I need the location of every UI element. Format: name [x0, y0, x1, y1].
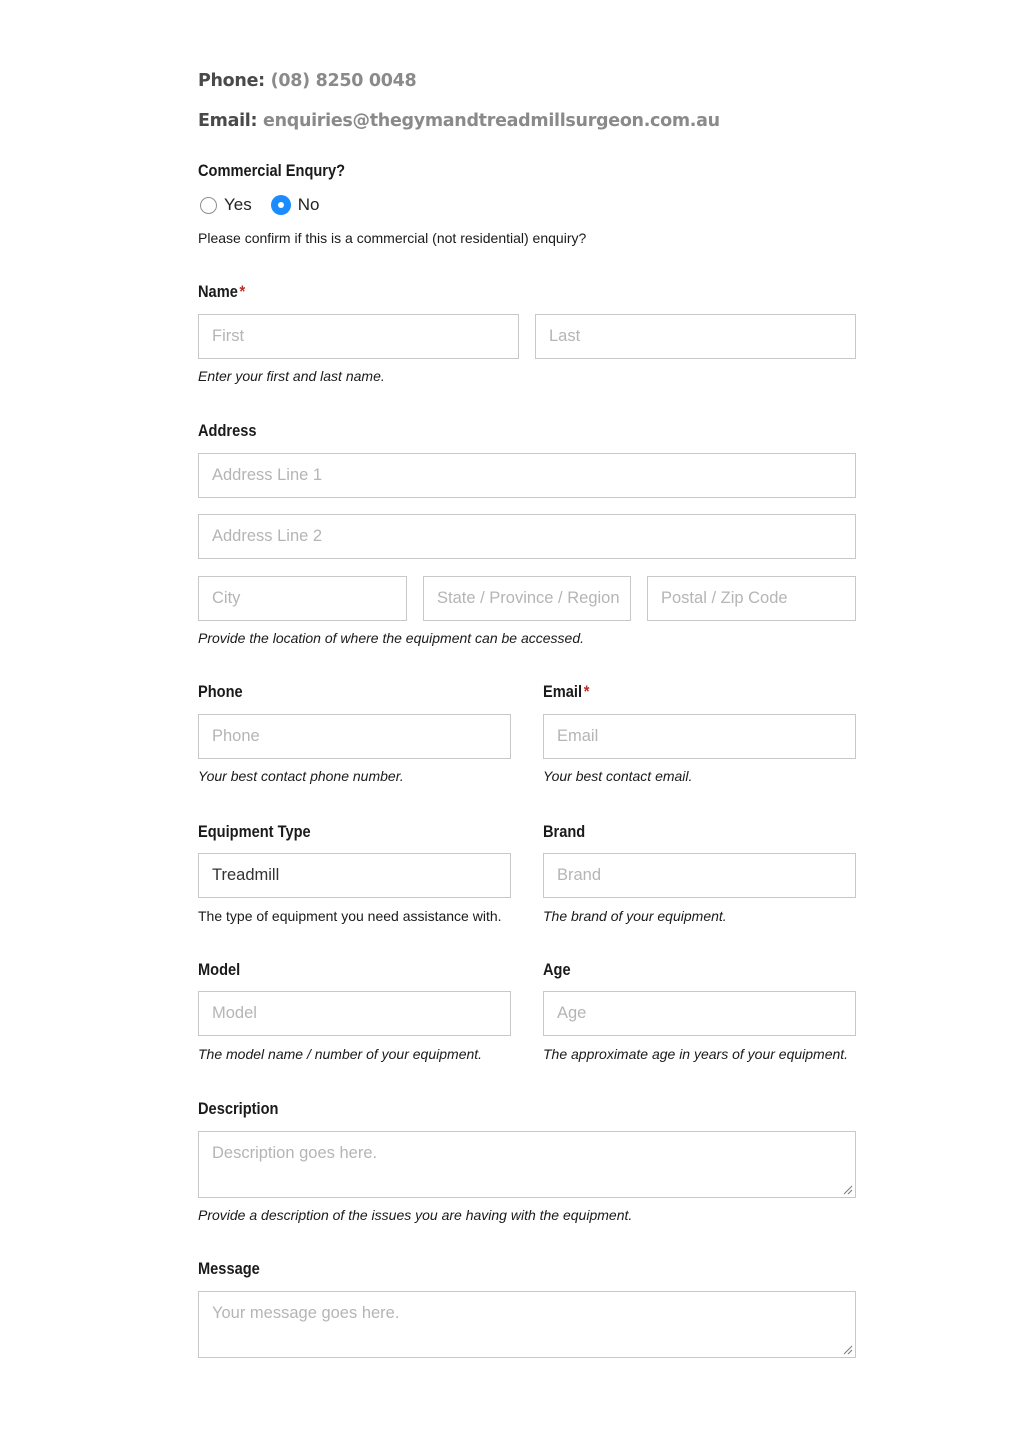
name-label-text: Name: [198, 282, 238, 301]
address-line1-placeholder: Address Line 1: [212, 466, 323, 484]
phone-help: Your best contact phone number.: [198, 768, 404, 784]
email-input[interactable]: [543, 714, 856, 759]
resize-handle-icon[interactable]: [843, 1345, 853, 1355]
age-label: Age: [543, 960, 571, 979]
commercial-option-no-label: No: [297, 195, 320, 214]
model-label: Model: [198, 960, 241, 979]
commercial-option-no[interactable]: [271, 195, 320, 215]
zip-input[interactable]: [647, 576, 856, 621]
required-mark: *: [583, 682, 590, 701]
age-help: The approximate age in years of your equipment.: [543, 1046, 849, 1062]
phone-placeholder: Phone: [212, 727, 260, 745]
brand-label: Brand: [543, 822, 586, 841]
equipment-type-value: Treadmill: [212, 866, 280, 884]
brand-input[interactable]: [543, 853, 856, 898]
message-placeholder: Your message goes here.: [212, 1304, 400, 1322]
first-name-input[interactable]: [198, 314, 519, 359]
required-mark: *: [239, 282, 246, 301]
address-help: Provide the location of where the equipment can be accessed.: [198, 630, 585, 646]
equipment-type-help: The type of equipment you need assistance with.: [198, 908, 502, 924]
model-help: The model name / number of your equipment.: [198, 1046, 483, 1062]
brand-help: The brand of your equipment.: [543, 908, 727, 924]
zip-placeholder: Postal / Zip Code: [661, 589, 788, 607]
last-name-placeholder: Last: [549, 327, 581, 345]
age-input[interactable]: [543, 991, 856, 1036]
city-input[interactable]: [198, 576, 407, 621]
radio-unchecked-icon[interactable]: [200, 197, 217, 214]
commercial-label: Commercial Enqury?: [198, 161, 346, 180]
equipment-type-label: Equipment Type: [198, 822, 311, 841]
description-textarea[interactable]: [198, 1131, 856, 1198]
contact-email-value[interactable]: enquiries@thegymandtreadmillsurgeon.com.au: [263, 111, 720, 131]
phone-input[interactable]: [198, 714, 511, 759]
description-help: Provide a description of the issues you are having with the equipment.: [198, 1207, 633, 1223]
model-input[interactable]: [198, 991, 511, 1036]
commercial-option-yes[interactable]: [200, 195, 252, 215]
state-input[interactable]: [423, 576, 631, 621]
city-placeholder: City: [212, 589, 241, 607]
name-label: [198, 282, 245, 302]
equipment-type-input[interactable]: [198, 853, 511, 898]
email-help: Your best contact email.: [543, 768, 693, 784]
contact-phone-label: Phone:: [198, 71, 265, 91]
address-label: Address: [198, 421, 257, 440]
resize-handle-icon[interactable]: [843, 1185, 853, 1195]
commercial-help: Please confirm if this is a commercial (not residential) enquiry?: [198, 230, 587, 246]
last-name-input[interactable]: [535, 314, 856, 359]
contact-phone: [198, 71, 416, 91]
name-help: Enter your first and last name.: [198, 368, 385, 384]
contact-email: [198, 111, 720, 131]
age-placeholder: Age: [557, 1004, 587, 1022]
email-placeholder: Email: [557, 727, 599, 745]
model-placeholder: Model: [212, 1004, 257, 1022]
address-line2-input[interactable]: [198, 514, 856, 559]
contact-phone-value[interactable]: (08) 8250 0048: [270, 71, 417, 91]
first-name-placeholder: First: [212, 327, 245, 345]
description-placeholder: Description goes here.: [212, 1144, 378, 1162]
commercial-radio-group: [200, 195, 338, 215]
contact-email-label: Email:: [198, 111, 258, 131]
brand-placeholder: Brand: [557, 866, 602, 884]
address-line2-placeholder: Address Line 2: [212, 527, 323, 545]
address-line1-input[interactable]: [198, 453, 856, 498]
radio-checked-icon[interactable]: [271, 195, 291, 215]
state-placeholder: State / Province / Region: [437, 589, 620, 607]
message-textarea[interactable]: [198, 1291, 856, 1358]
email-label-text: Email: [543, 682, 583, 701]
commercial-option-yes-label: Yes: [224, 195, 252, 214]
description-label: Description: [198, 1099, 279, 1118]
email-label: [543, 682, 589, 702]
phone-label: Phone: [198, 682, 243, 701]
message-label: Message: [198, 1259, 260, 1278]
